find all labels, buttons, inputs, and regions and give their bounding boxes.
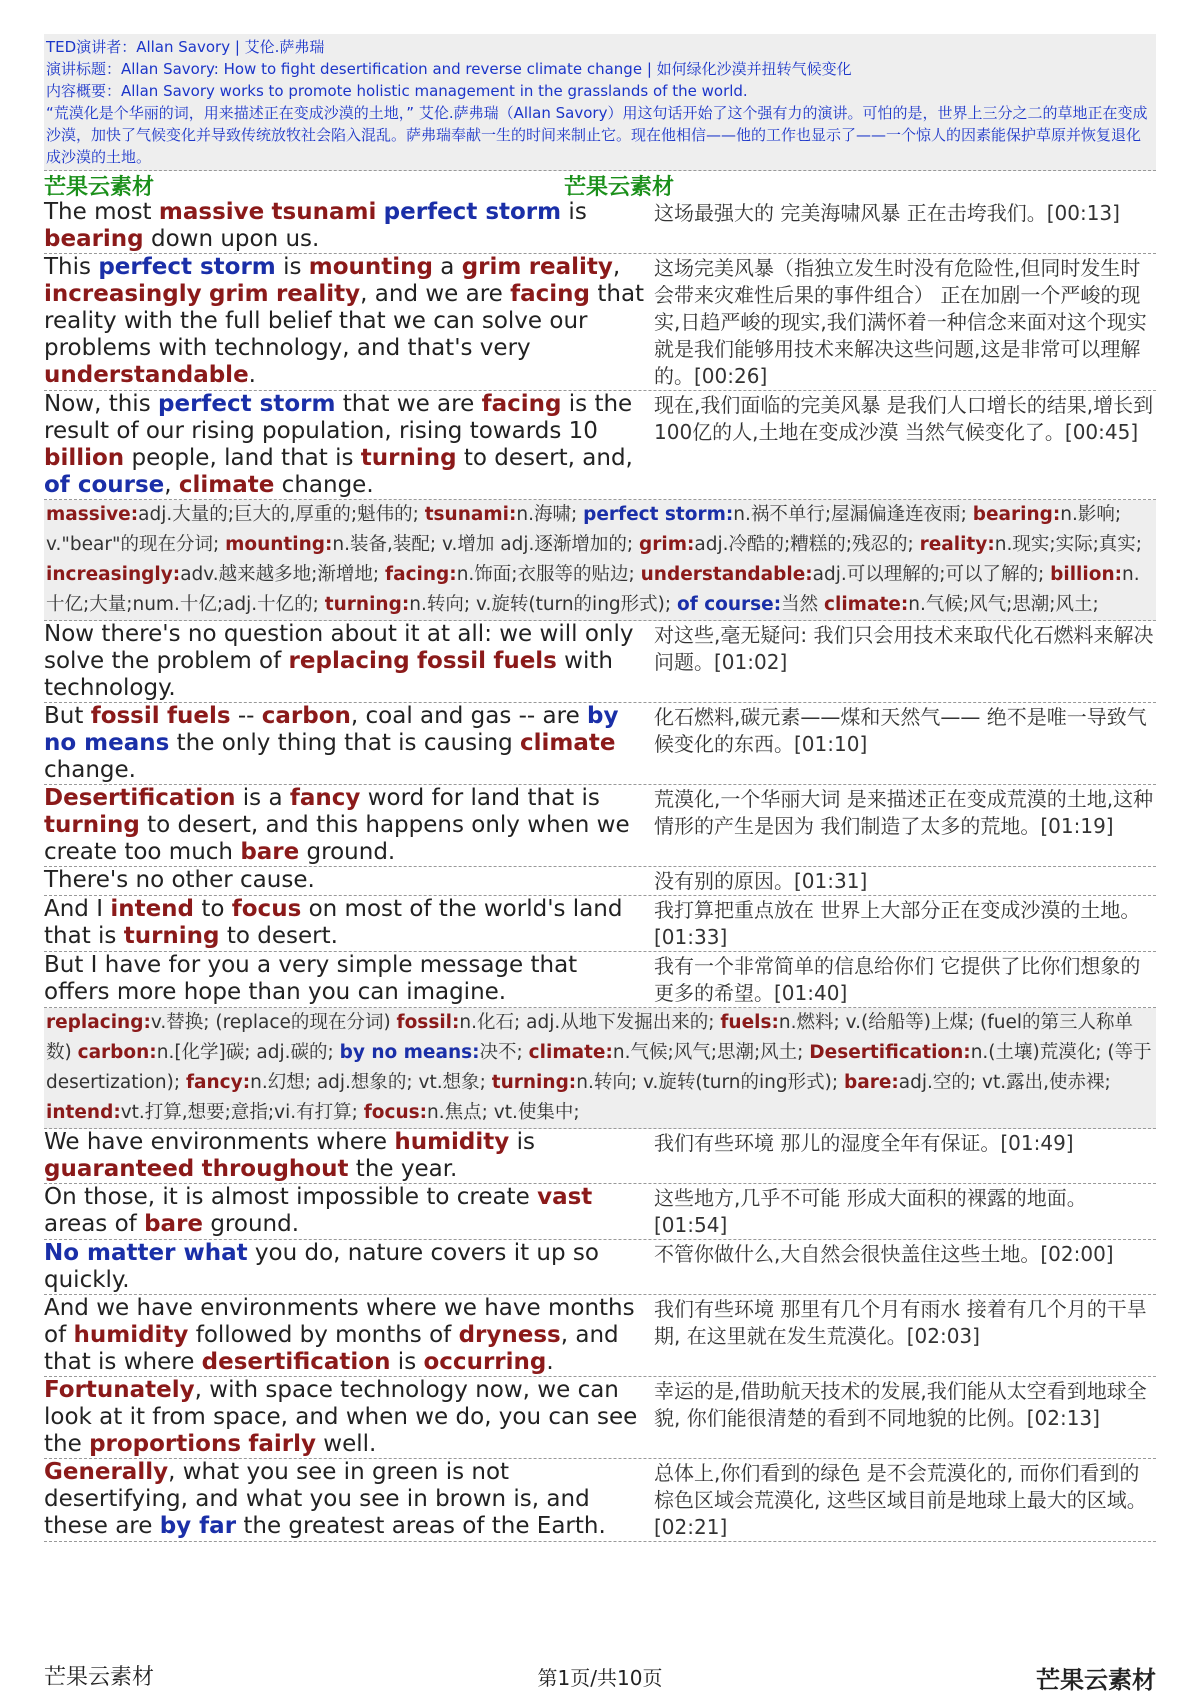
brand-label-center: 芒果云素材 [564,173,675,200]
sentence-text: And we have environments where we have months of [44,1295,635,1348]
vocab-definition: n.焦点; vt.使集中; [427,1102,580,1123]
sentence-text: change. [44,757,136,783]
highlighted-term: replacing [288,648,410,674]
chinese-translation: 这些地方,几乎不可能 形成大面积的裸露的地面。[01:54] [654,1186,1087,1237]
sentence-text: a [433,254,462,280]
highlighted-term: Desertification [44,785,236,811]
sentence-text: the greatest areas of the Earth. [236,1513,606,1539]
sentence-text [194,1156,201,1182]
talk-info-header [44,34,1156,171]
vocab-term: climate: [528,1042,613,1063]
vocab-definition: n.海啸; [516,504,584,525]
vocab-definition: vt.打算,想要;意指;vi.有打算; [120,1102,364,1123]
highlighted-term: climate [178,472,275,498]
highlighted-term: carbon [261,703,351,729]
title-line: 演讲标题：Allan Savory: How to fight desertification and reverse climate change | 如何绿化沙漠并扭转气候变化 [46,60,852,78]
highlighted-term: reality [528,254,613,280]
sentence-text: word for land that is [360,785,600,811]
sentence-text: , what you see in green is not desertifying, and what you see in brown is, and these are [44,1459,590,1539]
sentence-text: , [164,472,179,498]
highlighted-term: fairly [248,1431,316,1457]
brand-label-left: 芒果云素材 [44,173,155,200]
transcript-row [44,1184,1156,1240]
chinese-translation: 化石燃料,碳元素——煤和天然气—— 绝不是唯一导致气候变化的东西。[01:10] [654,705,1147,756]
sentence-text: . [546,1349,554,1375]
chinese-translation: 我们有些环境 那里有几个月有雨水 接着有几个月的干旱期, 在这里就在发生荒漠化。[02:03] [654,1297,1147,1348]
sentence-text: There's no other cause. [44,867,315,893]
sentence-text: to [194,896,232,922]
vocab-term: fancy: [185,1072,251,1093]
chinese-translation: 我打算把重点放在 世界上大部分正在变成沙漠的土地。[01:33] [654,898,1141,949]
vocab-term: replacing: [46,1012,151,1033]
english-sentence [44,785,654,866]
page [44,34,1156,1542]
vocab-term: carbon: [77,1042,157,1063]
sentence-text: This [44,254,99,280]
highlighted-term: Fortunately [44,1377,195,1403]
chinese-translation: 对这些,毫无疑问: 我们只会用技术来取代化石燃料来解决问题。[01:02] [654,623,1154,674]
highlighted-term: massive [158,199,265,225]
sentence-text: the only thing that is causing [169,730,521,756]
sentence-text: well. [315,1431,377,1457]
footer-brand-right: 芒果云素材 [1036,1665,1156,1694]
sentence-text: you do, nature covers it up so quickly. [44,1240,599,1293]
vocab-definition: v.替换; (replace的现在分词) [150,1012,397,1033]
highlighted-term: throughout [201,1156,349,1182]
sentence-text: is a [235,785,290,811]
sentence-text: . [248,362,256,388]
sentence-text: Now, this [44,391,158,417]
highlighted-term: grim [461,254,522,280]
english-sentence [44,199,654,253]
vocab-term: perfect storm: [583,504,734,525]
sentence-text: change. [274,472,374,498]
sentence-text: The most [44,199,159,225]
transcript-row [44,703,1156,785]
english-sentence [44,896,654,951]
vocab-term: fuels: [720,1012,779,1033]
sentence-text [521,254,528,280]
highlighted-term: bare [240,839,300,865]
vocab-term: focus: [363,1102,428,1123]
page-footer [44,1660,1156,1694]
sentence-text: to desert. [219,923,338,949]
chinese-translation: 现在,我们面临的完美风暴 是我们人口增长的结果,增长到100亿的人,土地在变成沙漠 当然气候变化了。[00:45] [654,393,1154,444]
vocab-term: massive: [46,504,139,525]
sentence-text: with technology. [44,648,613,701]
chinese-translation: 幸运的是,借助航天技术的发展,我们能从太空看到地球全貌, 你们能很清楚的看到不同地貌的比例。[02:13] [654,1379,1147,1430]
highlighted-term: perfect storm [98,254,276,280]
sentence-text: Now there's no question about it at all: we will only solve the problem of [44,621,634,674]
highlighted-term: turning [360,445,457,471]
vocab-definition: n.转向; v.旋转(turn的ing形式); [576,1072,844,1093]
highlighted-term: fuels [166,703,231,729]
vocab-definition: 当然 [781,594,825,615]
transcript-row [44,199,1156,254]
vocab-definition: n.十亿;大量;num.十亿;adj.十亿的; [46,564,1140,615]
talk-summary: “荒漠化是个华丽的词，用来描述正在变成沙漠的土地，” 艾伦.萨弗瑞（Allan Savory）用这句话开始了这个强有力的演讲。可怕的是，世界上三分之二的草地正在变成沙漠，加快了气候变化并导致传统放牧社会陷入混乱。萨弗瑞奉献一生的时间来制止它。现在他相信——他的工作也显示了——一个惊人的因素能保护草原并恢复退化成沙漠的土地。 [46,104,1148,166]
english-sentence [44,621,654,702]
transcript-row [44,1377,1156,1459]
highlighted-term: focus [231,896,302,922]
chinese-translation: 这场最强大的 完美海啸风暴 正在击垮我们。[00:13] [654,201,1120,225]
highlighted-term: bare [144,1211,204,1237]
transcript-row [44,1240,1156,1295]
chinese-translation: 我有一个非常简单的信息给你们 它提供了比你们想象的更多的希望。[01:40] [654,954,1141,1005]
sentence-text [160,703,167,729]
highlighted-term: reality [275,281,361,307]
chinese-translation: 总体上,你们看到的绿色 是不会荒漠化的, 而你们看到的棕色区域会荒漠化, 这些区域目前是地球上最大的区域。[02:21] [654,1461,1147,1539]
vocab-term: by no means: [339,1042,480,1063]
sentence-text: We have environments where [44,1129,395,1155]
vocab-definition: adj.大量的;巨大的,厚重的;魁伟的; [138,504,425,525]
vocab-term: grim: [639,534,695,555]
sentence-text: But I have for you a very simple message that offers more hope than you can imagine. [44,952,578,1005]
highlighted-term: dryness [458,1322,561,1348]
vocab-definition: adj.可以理解的;可以了解的; [812,564,1051,585]
highlighted-term: fancy [289,785,361,811]
transcript-row [44,867,1156,896]
english-sentence [44,703,654,784]
english-sentence [44,254,654,390]
vocab-definition: n.化石; adj.从地下发掘出来的; [459,1012,721,1033]
english-sentence [44,952,654,1007]
vocab-definition: n.(土壤)荒漠化; (等于desertization); [46,1042,1152,1093]
vocab-term: tsunami: [424,504,517,525]
brand-row [44,171,1156,199]
highlighted-term: humidity [394,1129,510,1155]
highlighted-term: perfect storm [383,199,562,225]
chinese-translation: 我们有些环境 那儿的湿度全年有保证。[01:49] [654,1131,1074,1155]
english-sentence [44,867,654,895]
highlighted-term: billion [44,445,125,471]
english-sentence [44,1459,654,1541]
vocab-definition: 决不; [479,1042,529,1063]
chinese-translation: 没有别的原因。[01:31] [654,869,868,893]
sentence-text: that we are [335,391,482,417]
transcript-row [44,1295,1156,1377]
vocab-term: increasingly: [46,564,181,585]
sentence-text [410,648,417,674]
sentence-text [202,281,209,307]
vocab-term: fossil: [396,1012,460,1033]
highlighted-term: perfect storm [158,391,336,417]
sentence-text: And I [44,896,111,922]
english-sentence [44,391,654,499]
sentence-text: , [612,254,621,280]
transcript-blocks [44,199,1156,1542]
highlighted-term: bearing [44,226,144,252]
highlighted-term: by no means [44,703,619,756]
sentence-text [376,199,383,225]
english-sentence [44,1377,654,1458]
highlighted-term: understandable [44,362,249,388]
sentence-text: is the result of our rising population, rising towards 10 [44,391,633,444]
english-sentence [44,1129,654,1183]
vocabulary-box [44,500,1156,621]
sentence-text: the year. [348,1156,458,1182]
vocab-term: of course: [677,594,782,615]
sentence-text: to desert, and, [456,445,633,471]
vocab-definition: n.现实;实际;真实; [994,534,1143,555]
vocab-definition: n.影响; v."bear"的现在分词; [46,504,1122,555]
sentence-text: on most of the world's land that is [44,896,623,949]
transcript-row [44,1459,1156,1542]
highlighted-term: tsunami [271,199,377,225]
sentence-text: But [44,703,91,729]
vocab-term: bearing: [972,504,1061,525]
sentence-text: down upon us. [143,226,320,252]
chinese-translation: 这场完美风暴（指独立发生时没有危险性,但同时发生时会带来灾难性后果的事件组合） 正在加剧一个严峻的现实,日趋严峻的现实,我们满怀着一种信念来面对这个现实 就是我们能够用技术来解决这些问题,这是非常可以理解的。[00:26] [654,256,1147,388]
sentence-text: , coal and gas -- are [350,703,588,729]
sentence-text: that reality with the full belief that we can solve our problems with technology, and that's very [44,281,645,361]
vocab-term: reality: [919,534,995,555]
vocab-definition: n.气候;风气;思潮;风土; [908,594,1099,615]
chinese-translation: 不管你做什么,大自然会很快盖住这些土地。[02:00] [654,1242,1114,1266]
highlighted-term: fossil [90,703,160,729]
english-sentence [44,1184,654,1239]
transcript-row [44,896,1156,952]
sentence-text: is [275,254,309,280]
vocab-definition: n.转向; v.旋转(turn的ing形式); [409,594,677,615]
sentence-text: followed by months of [188,1322,459,1348]
highlighted-term: facing [510,281,591,307]
highlighted-term: guaranteed [44,1156,195,1182]
highlighted-term: grim [208,281,269,307]
highlighted-term: turning [123,923,220,949]
sentence-text: to desert, and this happens only when we create too much [44,812,630,865]
vocab-term: mounting: [225,534,333,555]
vocab-term: bare: [843,1072,899,1093]
highlighted-term: facing [481,391,562,417]
highlighted-term: climate [520,730,616,756]
vocab-definition: n.气候;风气;思潮;风土; [612,1042,810,1063]
footer-brand-left: 芒果云素材 [44,1665,155,1690]
vocab-term: Desertification: [809,1042,971,1063]
highlighted-term: mounting [308,254,433,280]
sentence-text: , and that is where [44,1322,619,1375]
sentence-text: areas of [44,1211,145,1237]
highlighted-term: by far [159,1513,237,1539]
vocab-term: turning: [491,1072,577,1093]
highlighted-term: humidity [73,1322,189,1348]
vocab-definition: n.[化学]碳; adj.碳的; [156,1042,340,1063]
vocabulary-box [44,1008,1156,1129]
chinese-translation: 荒漠化,一个华丽大词 是来描述正在变成荒漠的土地,这种情形的产生是因为 我们制造了太多的荒地。[01:19] [654,787,1154,838]
transcript-row [44,952,1156,1008]
vocab-term: facing: [385,564,457,585]
page-number: 第1页/共10页 [537,1666,663,1690]
sentence-text: is [561,199,587,225]
highlighted-term: increasingly [44,281,202,307]
sentence-text [269,281,276,307]
transcript-row [44,254,1156,391]
vocab-term: understandable: [640,564,813,585]
english-sentence [44,1240,654,1294]
vocab-definition: adv.越来越多地;渐增地; [180,564,386,585]
vocab-term: climate: [824,594,909,615]
vocab-definition: adj.空的; vt.露出,使赤裸; [898,1072,1111,1093]
highlighted-term: proportions [89,1431,242,1457]
sentence-text: is [390,1349,424,1375]
vocab-term: turning: [324,594,410,615]
english-sentence [44,1295,654,1376]
vocab-definition: n.祸不单行;屋漏偏逢连夜雨; [733,504,973,525]
vocab-definition: n.燃料; v.(给船等)上煤; (fuel的第三人称单数) [46,1012,1134,1063]
sentence-text: , and we are [360,281,511,307]
highlighted-term: fossil [417,648,486,674]
vocab-definition: n.饰面;衣服等的贴边; [456,564,641,585]
vocab-term: intend: [46,1102,121,1123]
highlighted-term: occurring [423,1349,547,1375]
sentence-text: people, land that is [124,445,361,471]
highlighted-term: Generally [44,1459,169,1485]
highlighted-term: vast [537,1184,593,1210]
transcript-row [44,785,1156,867]
sentence-text: -- [230,703,262,729]
sentence-text: , with space technology now, we can look at it from space, and when we do, you can see the [44,1377,638,1457]
highlighted-term: No matter what [44,1240,248,1266]
vocab-definition: adj.冷酷的;糟糕的;残忍的; [694,534,920,555]
highlighted-term: intend [110,896,195,922]
vocab-definition: n.装备,装配; v.增加 adj.逐渐增加的; [332,534,640,555]
sentence-text: is [509,1129,535,1155]
highlighted-term: turning [44,812,140,838]
vocab-term: billion: [1050,564,1123,585]
sentence-text: ground. [203,1211,300,1237]
transcript-row [44,621,1156,703]
highlighted-term: of course [44,472,165,498]
transcript-row [44,1129,1156,1184]
sentence-text: ground. [299,839,396,865]
highlighted-term: desertification [201,1349,391,1375]
transcript-row [44,391,1156,500]
sentence-text: On those, it is almost impossible to create [44,1184,538,1210]
highlighted-term: fuels [493,648,557,674]
speaker-line: TED演讲者：Allan Savory | 艾伦.萨弗瑞 [46,38,325,56]
vocab-definition: n.幻想; adj.想象的; vt.想象; [250,1072,492,1093]
sentence-text [264,199,271,225]
content-line: 内容概要：Allan Savory works to promote holistic management in the grasslands of the world. [46,82,748,100]
